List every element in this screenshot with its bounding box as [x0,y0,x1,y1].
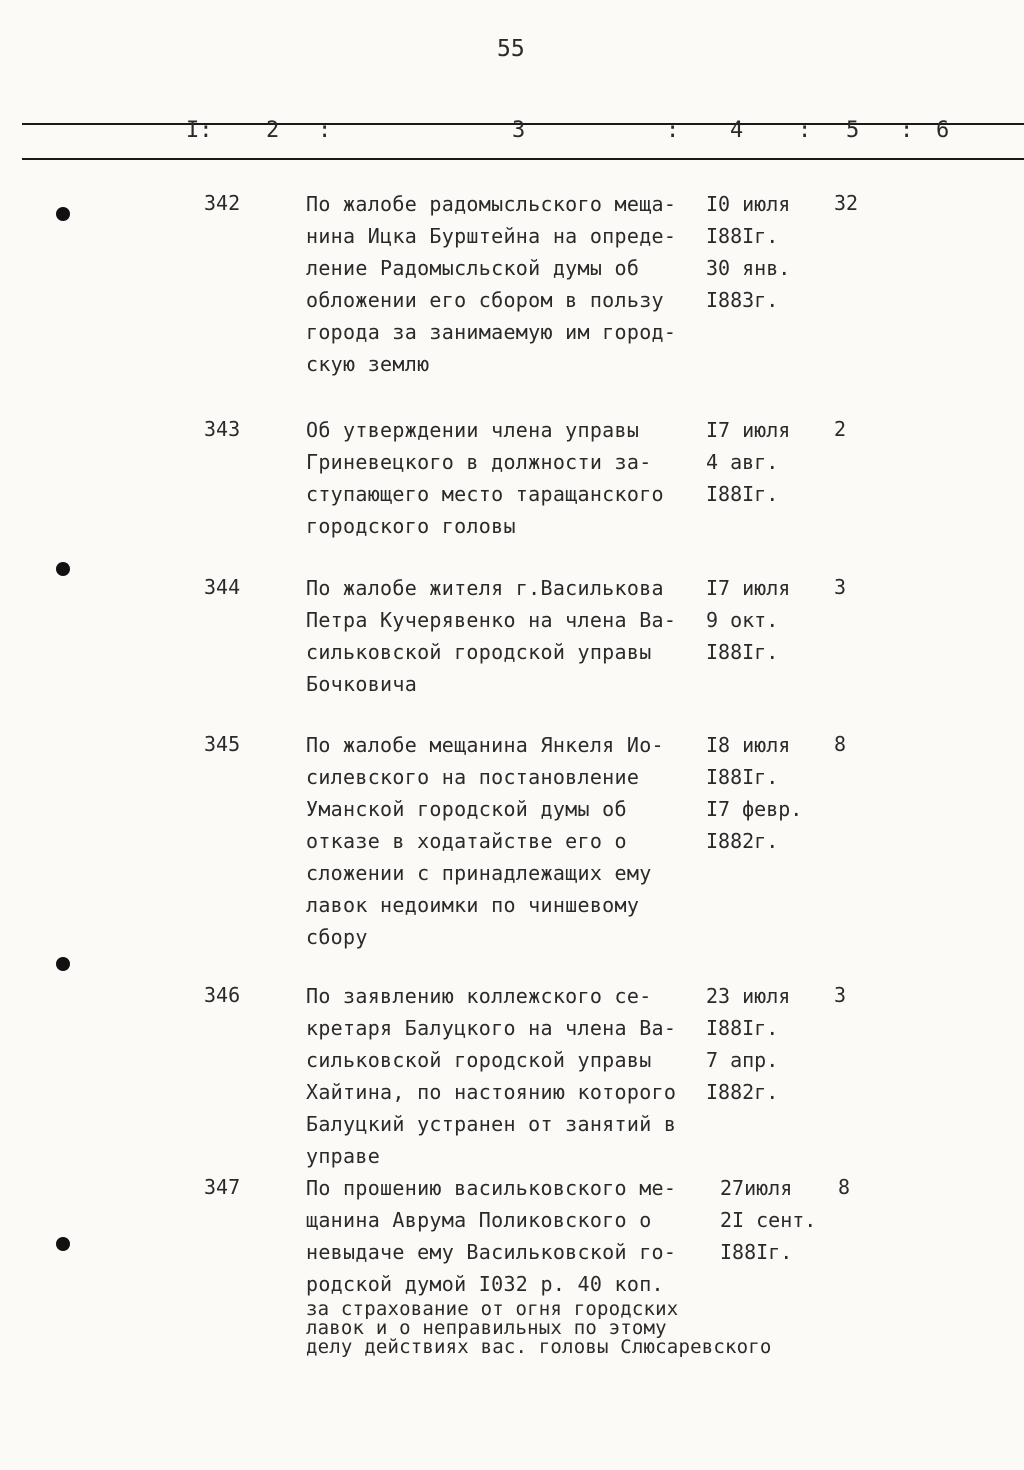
date-line: I0 июля [706,192,791,216]
date-line: I882г. [706,829,779,853]
date-line: 7 апр. [706,1048,779,1072]
description-line: управе [306,1144,381,1168]
record-description [306,729,726,953]
description-line: Бочковича [306,672,418,696]
record-number: 342 [204,191,241,215]
record-page-count: 8 [834,732,847,756]
record-page-count: 2 [834,417,847,441]
description-line: кретаря Балуцкого на члена Ва- [306,1016,677,1040]
description-line: Уманской городской думы об [306,797,627,821]
description-line: делу действиях вас. головы Слюсаревского [306,1336,772,1358]
description-line: лавок недоимки по чиншевому [306,893,640,917]
date-line: I88Iг. [706,224,779,248]
description-line: Хайтина, по настоянию которого [306,1080,677,1104]
date-line: 4 авг. [706,450,779,474]
date-line: 27июля [720,1176,793,1200]
column-header: 5 [846,118,860,143]
description-line: скую землю [306,352,430,376]
column-header: 2 [266,118,280,143]
record-number: 343 [204,417,241,441]
record-page-count: 8 [838,1175,851,1199]
description-line: сильковской городской управы [306,640,652,664]
date-line: I88Iг. [706,765,779,789]
record-page-count: 32 [834,191,859,215]
description-line: сложении с принадлежащих ему [306,861,652,885]
column-header: 6 [936,118,950,143]
description-line: Гриневецкого в должности за- [306,450,652,474]
date-line: I883г. [706,288,779,312]
description-line: отказе в ходатайстве его о [306,829,627,853]
date-line: I882г. [706,1080,779,1104]
description-line: силевского на постановление [306,765,640,789]
record-dates [720,1172,816,1268]
date-line: I88Iг. [706,482,779,506]
description-line: лавок и о неправильных по этому [306,1317,667,1339]
description-line: за страхование от огня городских [306,1298,679,1320]
date-line: 2I сент. [720,1208,817,1232]
record-dates [706,980,790,1108]
record-number: 347 [204,1175,241,1199]
record-number: 345 [204,732,241,756]
description-line: Петра Кучерявенко на члена Ва- [306,608,677,632]
column-header: 3 [512,118,526,143]
record-description [306,188,726,380]
date-line: 9 окт. [706,608,779,632]
table-header-rule [22,158,1024,160]
record-description [306,572,726,700]
description-line: обложении его сбором в пользу [306,288,664,312]
date-line: I88Iг. [720,1240,793,1264]
record-number: 346 [204,983,241,1007]
date-line: I8 июля [706,733,791,757]
record-dates [706,188,790,316]
description-line: города за занимаемую им город- [306,320,677,344]
column-separator: : [318,118,332,143]
page-number: 55 [497,36,525,62]
description-line: щанина Аврума Поликовского о [306,1208,652,1232]
record-page-count: 3 [834,983,847,1007]
punch-hole-icon [56,1237,70,1251]
description-line: ступающего место таращанского [306,482,664,506]
description-line: ление Радомысльской думы об [306,256,640,280]
record-page-count: 3 [834,575,847,599]
date-line: I7 февр. [706,797,803,821]
description-line: Балуцкий устранен от занятий в [306,1112,677,1136]
column-separator: : [666,118,680,143]
punch-hole-icon [56,562,70,576]
record-dates [706,572,790,668]
date-line: I88Iг. [706,640,779,664]
punch-hole-icon [56,207,70,221]
description-line: сильковской городской управы [306,1048,652,1072]
record-number: 344 [204,575,241,599]
description-line: нина Ицка Бурштейна на опреде- [306,224,677,248]
record-description [306,414,726,542]
date-line: 23 июля [706,984,791,1008]
date-line: I7 июля [706,418,791,442]
record-dates [706,414,790,510]
description-line: По жалобе жителя г.Василькова [306,576,664,600]
column-header: 4 [730,118,744,143]
description-line: По заявлению коллежского се- [306,984,652,1008]
description-line: родской думой I032 р. 40 коп. [306,1272,664,1296]
description-line: По прошению васильковского ме- [306,1176,677,1200]
record-description [306,980,726,1172]
column-header: I: [186,118,213,143]
description-line: невыдаче ему Васильковской го- [306,1240,677,1264]
description-line: сбору [306,925,368,949]
description-line: городского головы [306,514,516,538]
column-separator: : [798,118,812,143]
description-line: По жалобе радомысльского меща- [306,192,677,216]
date-line: 30 янв. [706,256,791,280]
description-line: По жалобе мещанина Янкеля Ио- [306,733,664,757]
record-dates [706,729,802,857]
column-separator: : [900,118,914,143]
date-line: I88Iг. [706,1016,779,1040]
punch-hole-icon [56,957,70,971]
description-line: Об утверждении члена управы [306,418,640,442]
date-line: I7 июля [706,576,791,600]
